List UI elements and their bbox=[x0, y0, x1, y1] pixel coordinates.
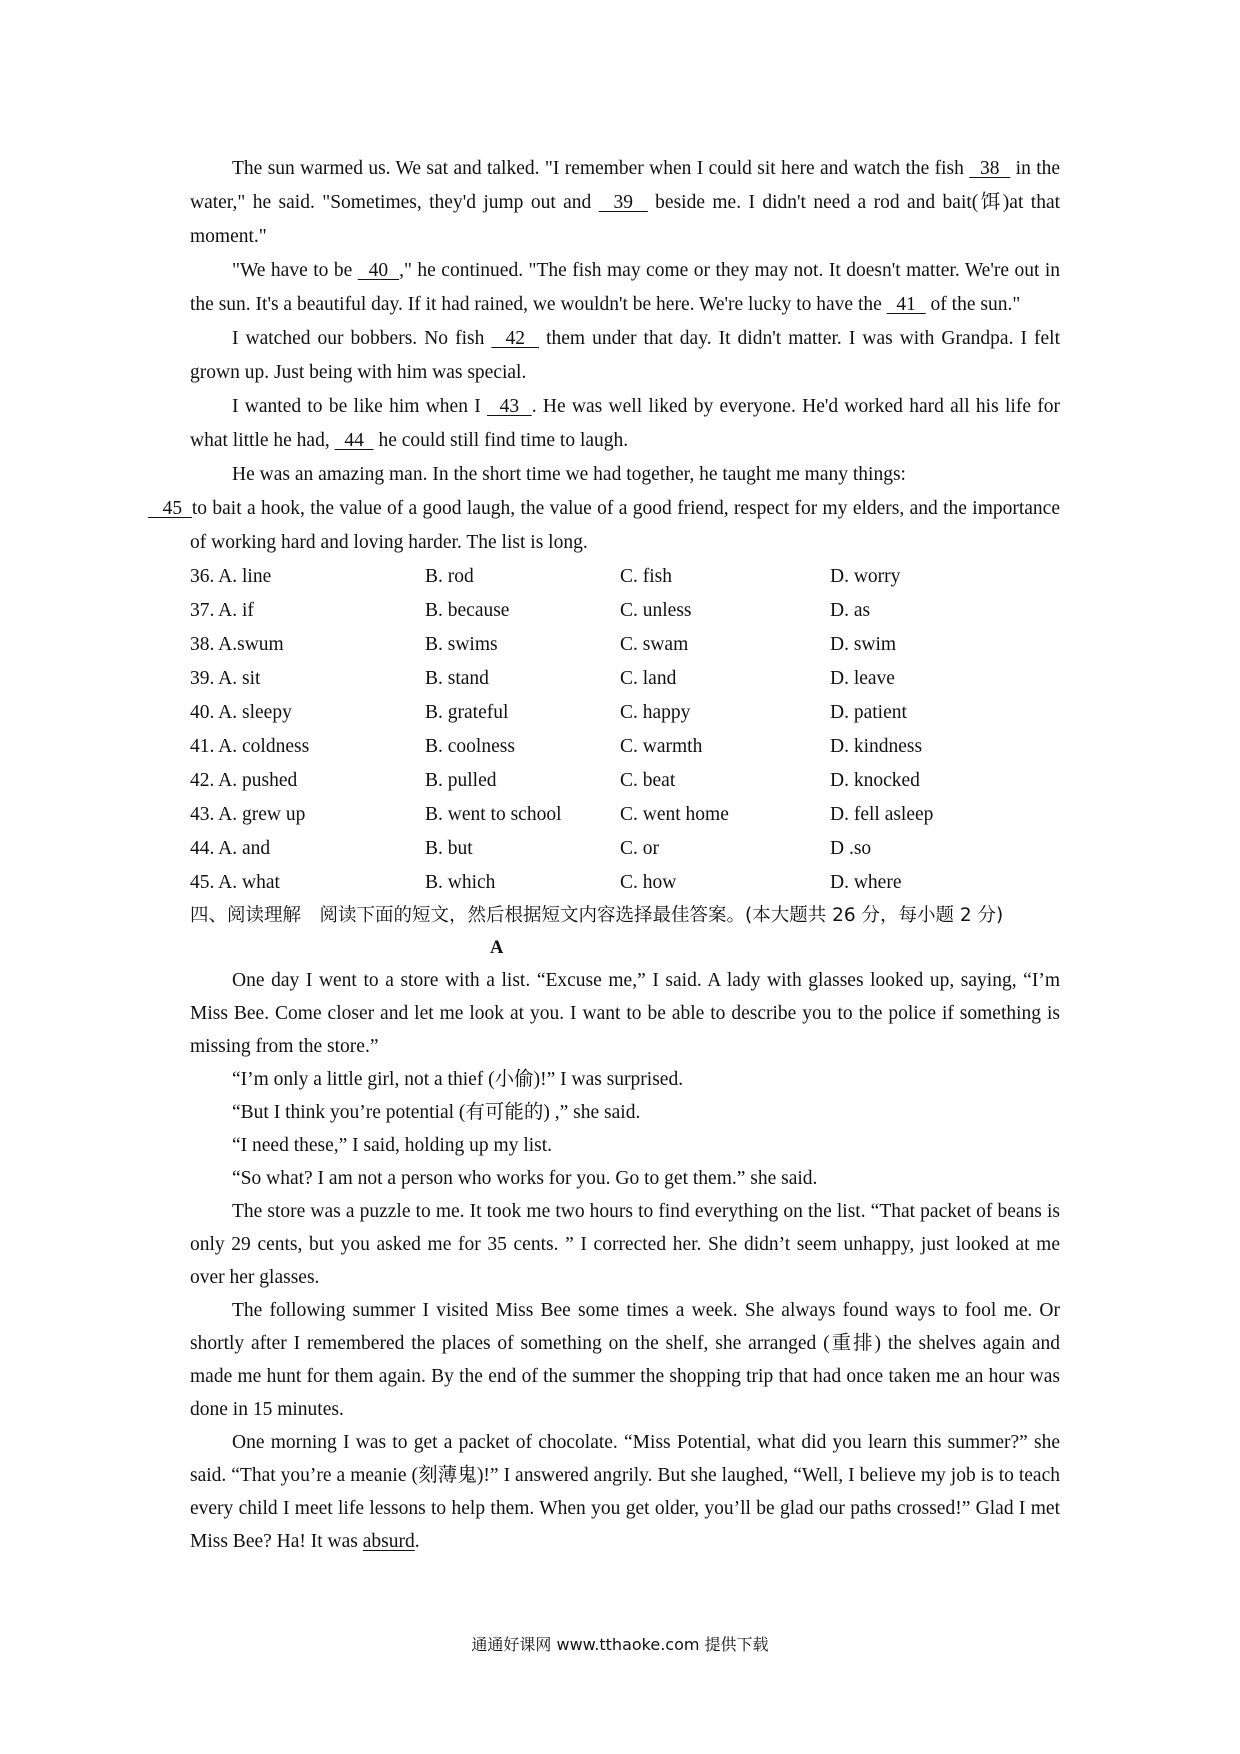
option-choice: 44. A. and bbox=[190, 838, 271, 859]
reading-paragraph: “I’m only a little girl, not a thief (小偷)!” I was surprised. bbox=[232, 1069, 684, 1090]
reading-paragraph: “But I think you’re potential (有可能的) ,” she said. bbox=[232, 1102, 641, 1123]
option-choice: 38. A.swum bbox=[190, 634, 284, 655]
option-choice: 40. A. sleepy bbox=[190, 702, 292, 723]
option-choice: 37. A. if bbox=[190, 600, 254, 621]
option-choice: C. fish bbox=[620, 566, 673, 587]
option-choice: 36. A. line bbox=[190, 566, 272, 587]
option-choice: B. coolness bbox=[425, 736, 515, 757]
text: in the water," he said. "Sometimes, they'd jump out and bbox=[190, 158, 1061, 213]
text: "We have to be bbox=[232, 260, 358, 281]
text: One morning I was to get a packet of chocolate. “Miss Potential, what did you learn this summer?” she said. “That you’re a meanie (刻薄鬼)!” I answered angrily. But she laughed, “Well, I believe my job is to teach every child I meet life lessons to help them. When you get older, you’ll be glad our paths crossed!” Glad I met Miss Bee? Ha! It was bbox=[190, 1432, 1060, 1552]
reading-paragraph: One day I went to a store with a list. “Excuse me,” I said. A lady with glasses looked up, saying, “I’m Miss Bee. Come closer and let me look at you. I want to be able to describe you to the police if something is missing from the store.” bbox=[190, 970, 1060, 1057]
blank-38: 38 bbox=[969, 158, 1011, 179]
option-choice: 39. A. sit bbox=[190, 668, 261, 689]
option-choice: C. beat bbox=[620, 770, 676, 791]
blank-40: 40 bbox=[357, 260, 400, 281]
text: to bait a hook, the value of a good laugh, the value of a good friend, respect for my elders, and the importance of working hard and loving harder. The list is long. bbox=[190, 498, 1060, 553]
cloze-paragraph-2 bbox=[190, 254, 1060, 322]
option-choice: D. patient bbox=[830, 702, 907, 723]
option-choice: D. kindness bbox=[830, 736, 923, 757]
blank-42: 42 bbox=[491, 328, 540, 349]
option-choice: B. pulled bbox=[425, 770, 497, 791]
text: I watched our bobbers. No fish bbox=[232, 328, 492, 349]
option-row bbox=[190, 832, 1060, 866]
cloze-paragraph-3 bbox=[190, 322, 1060, 390]
section-title: 四、阅读理解 阅读下面的短文，然后根据短文内容选择最佳答案。(本大题共 26 分，每小题 2 分) bbox=[190, 905, 1004, 926]
reading-paragraph: The following summer I visited Miss Bee some times a week. She always found ways to fool me. Or shortly after I remembered the places of something on the shelf, she arranged (重排) the shelves again and made me hunt for them again. By the end of the summer the shopping trip that had once taken me an hour was done in 15 minutes. bbox=[190, 1300, 1060, 1420]
option-choice: B. swims bbox=[425, 634, 498, 655]
underlined-word: absurd bbox=[362, 1531, 415, 1552]
option-choice: 43. A. grew up bbox=[190, 804, 306, 825]
text: The sun warmed us. We sat and talked. "I remember when I could sit here and watch the fish bbox=[232, 158, 970, 179]
option-choice: C. warmth bbox=[620, 736, 703, 757]
option-row bbox=[190, 866, 1060, 900]
option-choice: D. knocked bbox=[830, 770, 920, 791]
text: . He was well liked by everyone. He'd worked hard all his life for what little he had, bbox=[190, 396, 1061, 451]
blank-45: 45 bbox=[148, 498, 192, 519]
option-choice: D. leave bbox=[830, 668, 895, 689]
blank-44: 44 bbox=[334, 430, 374, 451]
option-choice: B. stand bbox=[425, 668, 489, 689]
option-choice: B. which bbox=[425, 872, 496, 893]
option-choice: D. worry bbox=[830, 566, 901, 587]
option-choice: B. but bbox=[425, 838, 473, 859]
cloze-paragraph-1 bbox=[190, 152, 1060, 254]
option-row bbox=[190, 594, 1060, 628]
option-choice: D. as bbox=[830, 600, 871, 621]
option-row bbox=[190, 662, 1060, 696]
blank-41: 41 bbox=[886, 294, 926, 315]
option-choice: 42. A. pushed bbox=[190, 770, 298, 791]
text: of the sun." bbox=[925, 294, 1021, 315]
option-choice: C. went home bbox=[620, 804, 729, 825]
option-choice: 45. A. what bbox=[190, 872, 280, 893]
text: . bbox=[414, 1531, 420, 1552]
reading-paragraph: The store was a puzzle to me. It took me two hours to find everything on the list. “That packet of beans is only 29 cents, but you asked me for 35 cents. ” I corrected her. She didn’t seem unhappy, just looked at me over her glasses. bbox=[190, 1201, 1060, 1288]
option-choice: B. grateful bbox=[425, 702, 509, 723]
blank-39: 39 bbox=[598, 192, 648, 213]
option-choice: 41. A. coldness bbox=[190, 736, 310, 757]
option-choice: C. happy bbox=[620, 702, 691, 723]
blank-43: 43 bbox=[487, 396, 532, 417]
exam-page bbox=[148, 152, 1061, 1558]
text: ," he continued. "The fish may come or they may not. It doesn't matter. We're out in the sun. It's a beautiful day. If it had rained, we wouldn't be here. We're lucky to have the bbox=[190, 260, 1061, 315]
page-footer: 通通好课网 www.tthaoke.com 提供下载 bbox=[471, 1635, 769, 1654]
answer-options bbox=[190, 560, 1060, 900]
option-row bbox=[190, 798, 1060, 832]
passage-letter: A bbox=[490, 938, 504, 958]
option-choice: C. land bbox=[620, 668, 677, 689]
cloze-paragraph-4 bbox=[190, 390, 1060, 458]
option-row bbox=[190, 730, 1060, 764]
option-row bbox=[190, 696, 1060, 730]
reading-last-paragraph bbox=[190, 1426, 1060, 1558]
option-choice: D. fell asleep bbox=[830, 804, 934, 825]
option-row bbox=[190, 764, 1060, 798]
option-choice: C. unless bbox=[620, 600, 692, 621]
text: them under that day. It didn't matter. I was with Grandpa. I felt grown up. Just being with him was special. bbox=[190, 328, 1060, 383]
option-choice: C. how bbox=[620, 872, 677, 893]
cloze-paragraph-5 bbox=[148, 458, 1060, 560]
reading-paragraph: “So what? I am not a person who works for you. Go to get them.” she said. bbox=[232, 1168, 818, 1189]
reading-passage-a bbox=[190, 964, 1060, 1426]
text: I wanted to be like him when I bbox=[232, 396, 488, 417]
option-choice: B. rod bbox=[425, 566, 474, 587]
text: beside me. I didn't need a rod and bait(饵)at that moment." bbox=[190, 192, 1061, 247]
option-choice: C. swam bbox=[620, 634, 689, 655]
option-row bbox=[190, 628, 1060, 662]
option-row bbox=[190, 560, 1060, 594]
option-choice: B. because bbox=[425, 600, 510, 621]
option-choice: C. or bbox=[620, 838, 659, 859]
text: he could still find time to laugh. bbox=[373, 430, 629, 451]
text: He was an amazing man. In the short time we had together, he taught me many things: bbox=[232, 464, 906, 485]
option-choice: B. went to school bbox=[425, 804, 562, 825]
option-choice: D .so bbox=[830, 838, 872, 859]
option-choice: D. where bbox=[830, 872, 902, 893]
option-choice: D. swim bbox=[830, 634, 897, 655]
section-heading bbox=[190, 900, 1060, 964]
reading-paragraph: “I need these,” I said, holding up my list. bbox=[232, 1135, 553, 1156]
